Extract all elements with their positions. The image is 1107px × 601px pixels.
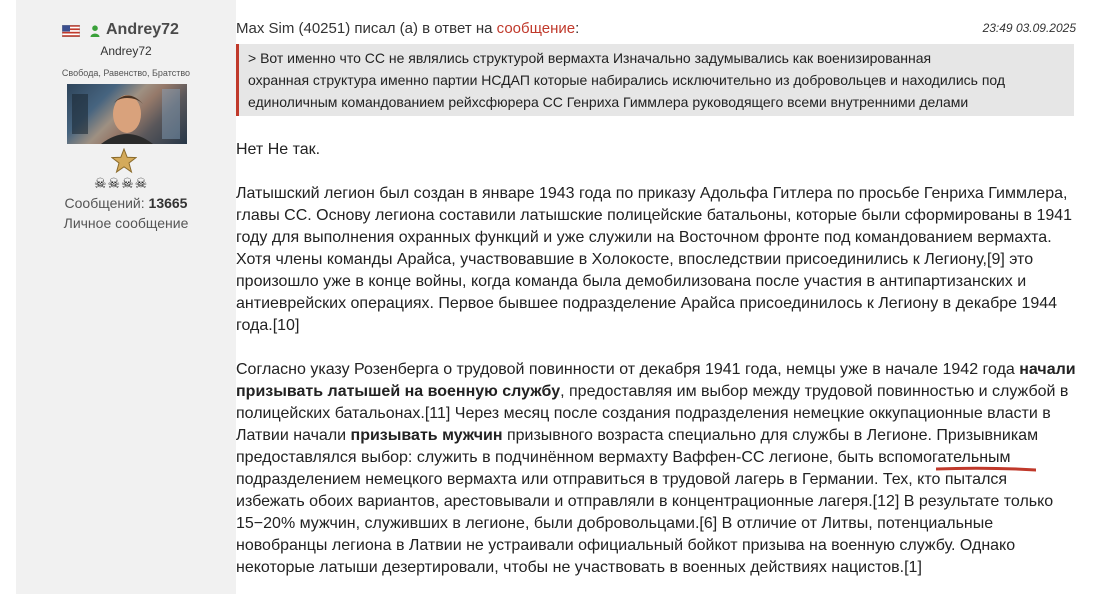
us-flag-icon — [62, 24, 80, 36]
paragraph-1: Нет Не так. — [236, 141, 321, 158]
header-colon: : — [575, 20, 580, 37]
forum-post — [16, 0, 1104, 594]
post-count-label: Сообщений: — [64, 195, 145, 211]
p3-text-3: призывного возраста специально для службы в Легионе. — [502, 427, 937, 444]
private-message-link[interactable]: Личное сообщение — [63, 215, 189, 231]
reputation-skulls-icon: ☠☠☠☠ — [94, 175, 149, 191]
online-status-icon — [90, 24, 100, 36]
paragraph-3 — [236, 359, 1076, 579]
user-header — [62, 20, 179, 40]
avatar[interactable] — [67, 84, 187, 144]
quote-block — [236, 44, 1074, 116]
p3-bold-2: призывать мужчин — [350, 427, 503, 444]
post-count — [16, 195, 236, 211]
user-subname: Andrey72 — [100, 44, 152, 58]
quote-line: единоличным командованием рейхсфюрера СС Генриха Гиммлера руководящего всеми внутренними делами — [248, 94, 969, 110]
post-header — [236, 20, 1076, 40]
p3-bold-1: начали призывать латышей на военную службу — [236, 361, 1076, 400]
quote-line: охранная структура именно партии НСДАП которые набирались исключительно из добровольцев и находились под — [248, 72, 1006, 88]
p3-text-4: , быть вспомогательным подразделением немецкого вермахта или отправиться в трудовой лагерь в Германии. Тех, кто пытался избежать обоих вариантов, арестовывали и отправляли в концентрационные лагеря.[12] В результате только 15−20% мужчин, служивших в легионе, были добровольцами.[6] В отличие от Литвы, потенциальные новобранцы легиона в Латвии не устраивали официальный бойкот призыва на военную службу. Однако некоторые латыши дезертировали, чтобы не участвовать в военных действиях нацистов.[1] — [236, 449, 1054, 576]
user-motto: Свобода, Равенство, Братство — [61, 68, 191, 78]
wrote-text: писал (а) в ответ на — [354, 20, 493, 37]
post-datetime: 23:49 03.09.2025 — [982, 21, 1076, 35]
quote-line: > Вот именно что СС не являлись структурой вермахта Изначально задумывались как военизированная — [248, 50, 932, 66]
post-count-value: 13665 — [148, 195, 188, 211]
p3-text-2: , предоставляя им выбор между трудовой повинностью и службой в полицейских батальонах.[11] Через месяц после создания подразделения немецкие оккупационные власти в Латвии начали — [236, 383, 1069, 444]
reply-to-link[interactable]: сообщение — [496, 20, 576, 37]
p3-text-1: Согласно указу Розенберга о трудовой повинности от декабря 1941 года, немцы уже в начале 1942 года — [236, 361, 1020, 378]
rank-star-icon — [111, 148, 137, 174]
p3-underlined: Призывникам предоставлялся выбор: служить в подчинённом вермахту Ваффен-СС легионе — [236, 427, 1039, 466]
post-body — [236, 139, 1076, 601]
post-content — [236, 0, 1104, 594]
user-info-panel — [16, 0, 236, 594]
username-link[interactable]: Andrey72 — [106, 21, 179, 38]
post-author[interactable]: Max Sim (40251) — [236, 20, 351, 37]
paragraph-2: Латышский легион был создан в январе 1943 года по приказу Адольфа Гитлера по просьбе Генриха Гиммлера, главы СС. Основу легиона составили латышские полицейские батальоны, которые были сформированы в 1941 году для выполнения охранных функций и уже служили на Восточном фронте под командованием вермахта. Хотя члены команды Арайса, участвовавшие в Холокосте, впоследствии присоединились к Легиону,[9] это произошло уже в конце войны, когда команда была демобилизована после участия в антипартизанских и антиеврейских операциях. Первое бывшее подразделение Арайса присоединилось к Легиону в декабре 1944 года.[10] — [236, 185, 1073, 334]
